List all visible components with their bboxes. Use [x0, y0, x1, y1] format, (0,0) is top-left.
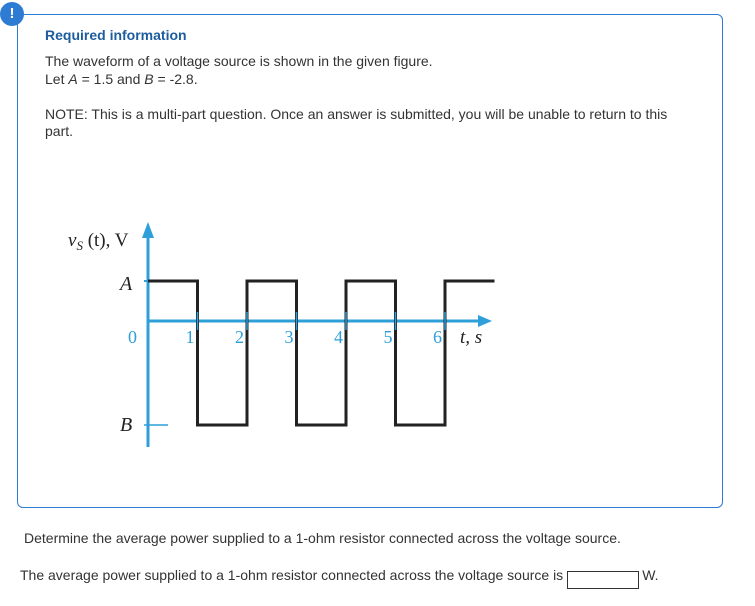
waveform-line	[148, 281, 495, 425]
waveform-description: The waveform of a voltage source is shown in the given figure.	[45, 53, 433, 69]
required-info-title: Required information	[45, 27, 187, 43]
given-values: Let A = 1.5 and B = -2.8.	[45, 71, 198, 87]
answer-input[interactable]	[567, 571, 639, 589]
answer-row	[20, 567, 659, 589]
waveform-figure	[60, 200, 500, 460]
level-a-label: A	[120, 273, 133, 295]
multi-part-note: NOTE: This is a multi-part question. Once an answer is submitted, you will be unable to return to this part.	[45, 106, 668, 139]
x-tick-label: 3	[284, 327, 294, 347]
x-axis-arrow	[478, 315, 492, 327]
b-variable: B	[144, 71, 154, 87]
a-variable: A	[68, 71, 78, 87]
x-tick-label: 6	[433, 327, 442, 347]
x-tick-label: 2	[235, 327, 244, 347]
x-tick-label: 4	[334, 327, 343, 347]
answer-prompt: The average power supplied to a 1-ohm resistor connected across the voltage source is	[20, 567, 564, 583]
x-tick-label: 5	[383, 327, 393, 347]
alert-icon: !	[0, 2, 24, 26]
x-tick-label: 0	[128, 327, 137, 347]
answer-unit: W.	[642, 567, 659, 583]
question-text: Determine the average power supplied to a 1-ohm resistor connected across the voltage source.	[24, 530, 621, 546]
level-b-label: B	[120, 414, 133, 436]
x-axis-label: t, s	[460, 327, 483, 348]
y-axis-label: $v_S$ (t), V	[68, 230, 129, 253]
y-axis-arrow	[142, 222, 154, 238]
x-tick-label: 1	[185, 327, 195, 347]
x-axis-ticks	[128, 312, 445, 347]
